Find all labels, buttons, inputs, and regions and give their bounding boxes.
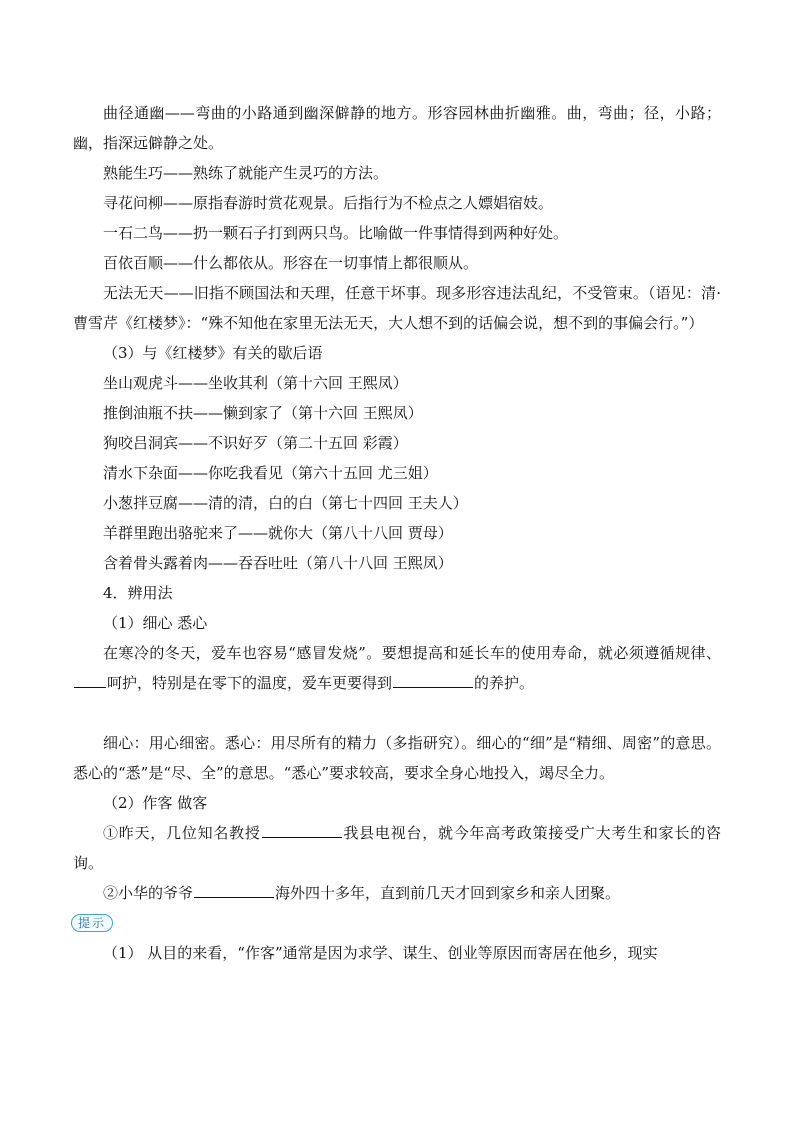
section-heading-xiehouyu: （3）与《红楼梦》有关的歇后语 [103, 344, 323, 362]
fill-blank[interactable] [74, 669, 106, 688]
tip-badge: 提示 [71, 914, 113, 932]
fill-blank[interactable] [393, 669, 473, 688]
exercise-1 [73, 638, 721, 698]
xiehouyu-item: 推倒油瓶不扶——懒到家了（第十六回 王熙凤） [103, 404, 423, 422]
fill-blank[interactable] [262, 819, 342, 838]
exercise-3-text-b: 海外四十多年，直到前几天才回到家乡和亲人团聚。 [275, 884, 621, 902]
idiom-xunhua-wenliu: 寻花问柳——原指春游时赏花观景。后指行为不检点之人嫖娼宿妓。 [103, 194, 554, 212]
exercise-3-text-a: ②小华的爷爷 [103, 884, 194, 902]
spacer [73, 698, 721, 728]
exercise-2 [73, 818, 721, 878]
xiehouyu-item: 坐山观虎斗——坐收其利（第十六回 王熙凤） [103, 374, 408, 392]
tip-text: （1） 从目的来看，“作客”通常是因为求学、谋生、创业等原因而寄居在他乡，现实 [103, 944, 658, 962]
document-body [73, 98, 721, 968]
idiom-shuneng-shengqiao: 熟能生巧——熟练了就能产生灵巧的方法。 [103, 164, 389, 182]
explanation-xixin: 细心：用心细密。悉心：用尽所有的精力（多指研究）。细心的“细”是“精细、周密”的意思。悉心的“悉”是“尽、全”的意思。“悉心”要求较高，要求全身心地投入，竭尽全力。 [73, 734, 721, 782]
xiehouyu-item: 清水下杂面——你吃我看见（第六十五回 尤三姐） [103, 464, 438, 482]
idiom-baiyi-baishun: 百依百顺——什么都依从。形容在一切事情上都很顺从。 [103, 254, 479, 272]
exercise-1-text-c: 的养护。 [474, 674, 535, 692]
exercise-1-text-b: 呵护，特别是在零下的温度，爱车更要得到 [107, 674, 393, 692]
section-heading-bianyongfa: 4．辨用法 [103, 584, 173, 602]
exercise-2-text-b: 我县电视台，就今年高考政策接受广大考生和家长的咨询。 [73, 824, 721, 872]
idiom-yishi-erniao: 一石二鸟——扔一颗石子打到两只鸟。比喻做一件事情得到两种好处。 [103, 224, 569, 242]
xiehouyu-item: 狗咬吕洞宾——不识好歹（第二十五回 彩霞） [103, 434, 408, 452]
xiehouyu-item: 含着骨头露着肉——吞吞吐吐（第八十八回 王熙凤） [103, 554, 453, 572]
subheading-zuoke-zuoke: （2）作客 做客 [103, 794, 208, 812]
idiom-quji-tongyou: 曲径通幽——弯曲的小路通到幽深僻静的地方。形容园林曲折幽雅。曲，弯曲；径，小路；幽，指深远僻静之处。 [73, 104, 721, 152]
tip-row [73, 908, 721, 938]
exercise-2-text-a: ①昨天，几位知名教授 [103, 824, 261, 842]
subheading-xixin-xixin: （1）细心 悉心 [103, 614, 208, 632]
idiom-wufa-wutian: 无法无天——旧指不顾国法和天理，任意干坏事。现多形容违法乱纪，不受管束。（语见：清·曹雪芹《红楼梦》：“殊不知他在家里无法无天，大人想不到的话偏会说，想不到的事偏会行。”） [73, 284, 721, 332]
exercise-3 [73, 878, 721, 908]
fill-blank[interactable] [194, 879, 274, 898]
xiehouyu-item: 羊群里跑出骆驼来了——就你大（第八十八回 贾母） [103, 524, 453, 542]
exercise-1-text-a: 在寒冷的冬天，爱车也容易“感冒发烧”。要想提高和延长车的使用寿命，就必须遵循规律、 [103, 644, 721, 662]
xiehouyu-item: 小葱拌豆腐——清的清，白的白（第七十四回 王夫人） [103, 494, 468, 512]
